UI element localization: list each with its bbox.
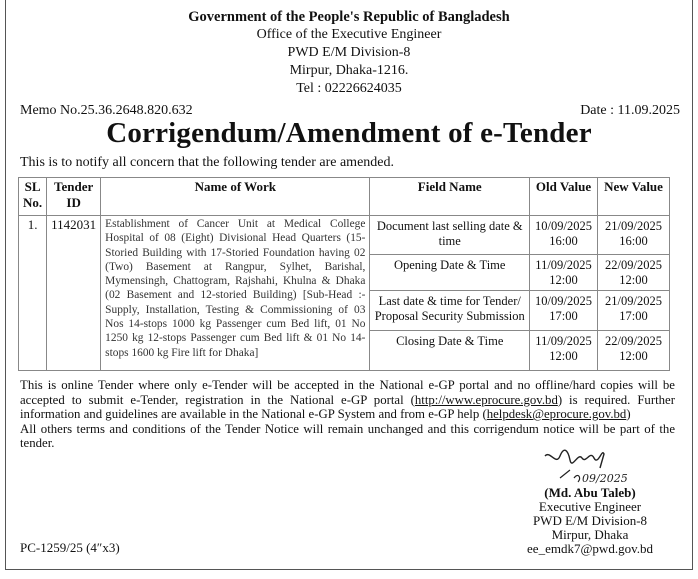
header-tender-id: Tender ID bbox=[47, 178, 101, 216]
old-value: 10/09/2025 17:00 bbox=[530, 290, 597, 330]
header-sl: SL No. bbox=[19, 178, 47, 216]
old-value: 11/09/2025 12:00 bbox=[530, 254, 597, 290]
table-header-row bbox=[19, 178, 670, 216]
letterhead bbox=[0, 8, 698, 98]
new-value: 22/09/2025 12:00 bbox=[598, 330, 669, 370]
field-name: Closing Date & Time bbox=[370, 330, 529, 370]
signer-place: Mirpur, Dhaka bbox=[551, 527, 629, 542]
pc-number: PC-1259/25 (4″x3) bbox=[20, 540, 120, 555]
signer-email: ee_emdk7@pwd.gov.bd bbox=[527, 541, 653, 556]
signer-division: PWD E/M Division-8 bbox=[532, 513, 648, 528]
memo-date: Date : 11.09.2025 bbox=[580, 103, 680, 118]
division-name: PWD E/M Division-8 bbox=[287, 45, 411, 60]
new-value: 21/09/2025 16:00 bbox=[605, 219, 662, 248]
name-of-work-cell: Establishment of Cancer Unit at Medical College Hospital of 08 (Eight) Divisional Head Quarters (15-Storied Building with 17-Storied Foundation having 02 (Two) Basement at Rangpur, Sylhet, Barishal, Mymensingh, Chattogram, Rajshahi, Khulna & Dhaka (02 Basement and 12-storied Building) [Sub-Head :- Supply, Installation, Testing & Commissioning of 03 Nos 14-stops 1000 kg Passenger cum Bed lift, 01 No 1250 kg 12-stops Passenger cum Bed lift & 01 No 14-stops 1600 kg Fire lift for Dhaka] bbox=[101, 216, 370, 371]
header-new-value: New Value bbox=[598, 178, 670, 216]
terms-text: All others terms and conditions of the Tender Notice will remain unchanged and this corrigendum notice will be part of the tender. bbox=[20, 421, 675, 450]
memo-number: Memo No.25.36.2648.820.632 bbox=[20, 103, 193, 118]
old-value: 10/09/2025 16:00 bbox=[535, 219, 592, 248]
notify-text: This is to notify all concern that the following tender are amended. bbox=[20, 155, 394, 170]
page-title: Corrigendum/Amendment of e-Tender bbox=[106, 117, 592, 149]
footer-notice bbox=[20, 378, 675, 451]
govt-name: Government of the People's Republic of Bangladesh bbox=[188, 9, 510, 25]
table-row bbox=[19, 216, 670, 371]
new-value: 22/09/2025 12:00 bbox=[598, 254, 669, 290]
svg-text:09/2025: 09/2025 bbox=[582, 472, 628, 485]
signer-block bbox=[500, 486, 680, 556]
header-field-name: Field Name bbox=[370, 178, 530, 216]
address: Mirpur, Dhaka-1216. bbox=[289, 63, 409, 78]
notice-text: ) is required. Further information and guidelines are available in the National e-GP System and from e-GP help ( bbox=[20, 392, 675, 421]
tender-id-cell: 1142031 bbox=[47, 216, 101, 371]
old-value: 11/09/2025 12:00 bbox=[530, 330, 597, 370]
amendment-table bbox=[18, 177, 670, 371]
office-name: Office of the Executive Engineer bbox=[256, 27, 442, 42]
sl-cell: 1. bbox=[19, 216, 47, 371]
new-value: 21/09/2025 17:00 bbox=[598, 290, 669, 330]
field-name: Opening Date & Time bbox=[370, 254, 529, 290]
header-old-value: Old Value bbox=[530, 178, 598, 216]
signature bbox=[540, 448, 640, 488]
eprocure-link[interactable]: http://www.eprocure.gov.bd bbox=[414, 392, 558, 407]
helpdesk-email-link[interactable]: helpdesk@eprocure.gov.bd bbox=[486, 407, 627, 421]
notice-text: This is online Tender where only e-Tender will be accepted in the National e-GP portal and no offline/hard copies will be accepted to submit e-Tender, registration in the National e-GP portal ( bbox=[20, 378, 675, 407]
header-name-of-work: Name of Work bbox=[101, 178, 370, 216]
notice-text: ) bbox=[626, 407, 631, 421]
field-name: Last date & time for Tender/ Proposal Security Submission bbox=[370, 290, 529, 330]
signer-name: (Md. Abu Taleb) bbox=[544, 485, 636, 500]
field-name: Document last selling date & time bbox=[376, 219, 523, 248]
telephone: Tel : 02226624035 bbox=[296, 81, 402, 96]
signer-title: Executive Engineer bbox=[538, 499, 642, 514]
